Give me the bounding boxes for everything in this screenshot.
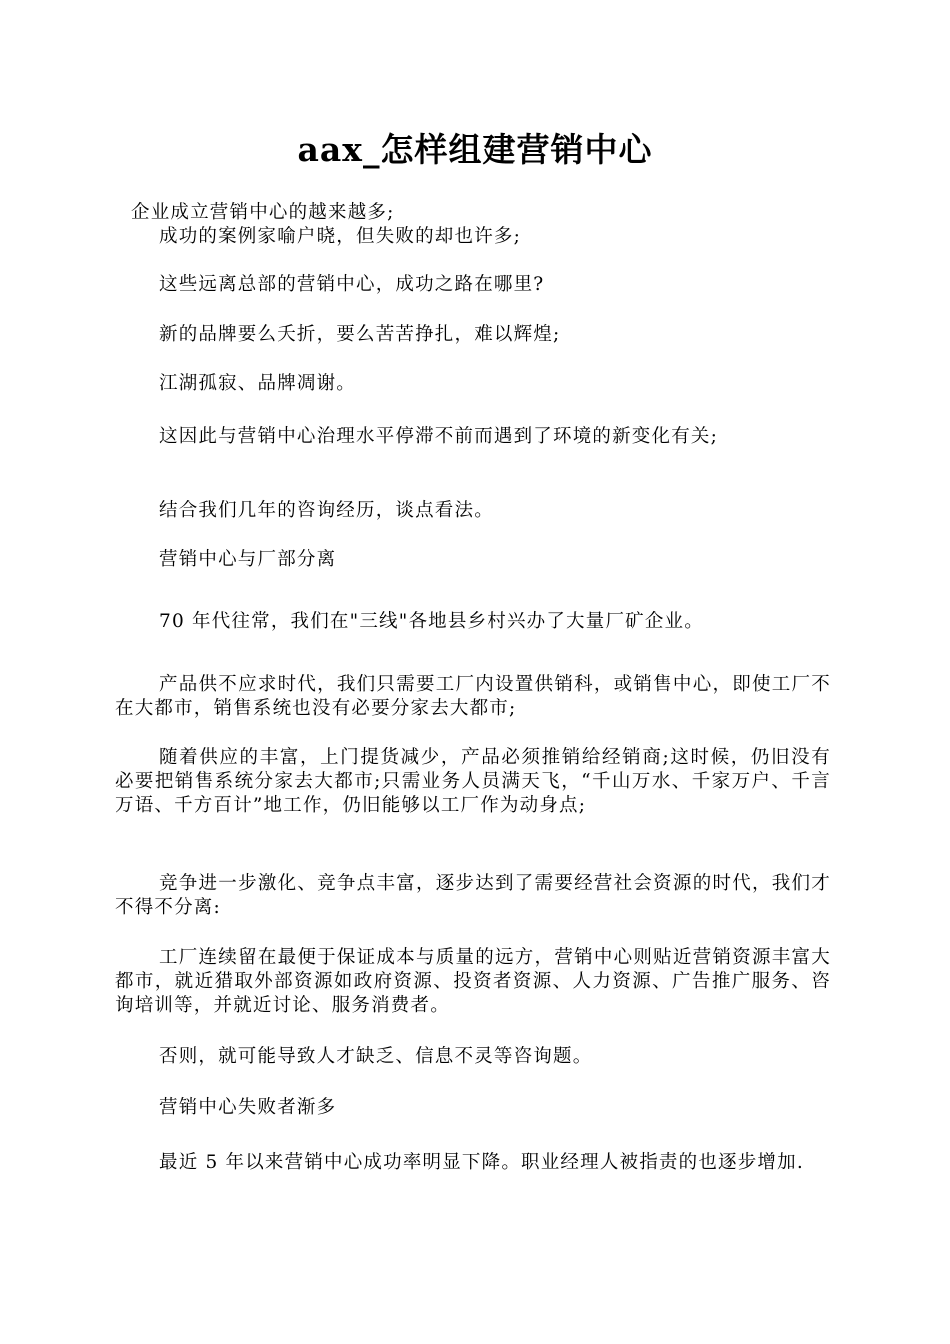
section-heading-failures: 营销中心失败者渐多 [159,1097,337,1118]
paragraph-8: 70 年代往常，我们在"三线"各地县乡村兴办了大量厂矿企业。 [159,611,704,632]
paragraph-13: 否则，就可能导致人才缺乏、信息不灵等咨询题。 [159,1046,593,1067]
paragraph-10: 随着供应的丰富，上门提货减少，产品必须推销给经销商;这时候，仍旧没有必要把销售系统分家去大都市;只需业务人员满天飞，“千山万水、千家万户、千言万语、千方百计”地工作，仍旧能够以工厂作为动身点; [115,747,832,816]
paragraph-5: 江湖孤寂、品牌凋谢。 [159,373,357,394]
paragraph-12: 工厂连续留在最便于保证成本与质量的远方，营销中心则贴近营销资源丰富大都市，就近猎取外部资源如政府资源、投资者资源、人力资源、广告推广服务、咨询培训等，并就近讨论、服务消费者。 [115,947,831,1016]
document-title: aax_怎样组建营销中心 [297,130,653,169]
paragraph-4: 新的品牌要么夭折，要么苦苦挣扎，难以辉煌; [159,324,561,345]
paragraph-14: 最近 5 年以来营销中心成功率明显下降。职业经理人被指责的也逐步增加. [159,1152,804,1173]
paragraph-3: 这些远离总部的营销中心，成功之路在哪里? [159,274,545,295]
paragraph-9: 产品供不应求时代，我们只需要工厂内设置供销科，或销售中心，即使工厂不在大都市，销售系统也没有必要分家去大都市; [115,674,831,719]
paragraph-2: 成功的案例家喻户晓，但失败的却也许多; [159,226,522,247]
paragraph-11: 竞争进一步激化、竞争点丰富，逐步达到了需要经营社会资源的时代，我们才不得不分离: [115,873,831,918]
paragraph-7: 结合我们几年的咨询经历，谈点看法。 [159,500,494,521]
section-heading-separation: 营销中心与厂部分离 [159,549,337,570]
paragraph-1: 企业成立营销中心的越来越多; [131,202,395,223]
paragraph-6: 这因此与营销中心治理水平停滞不前而遇到了环境的新变化有关; [159,426,719,447]
